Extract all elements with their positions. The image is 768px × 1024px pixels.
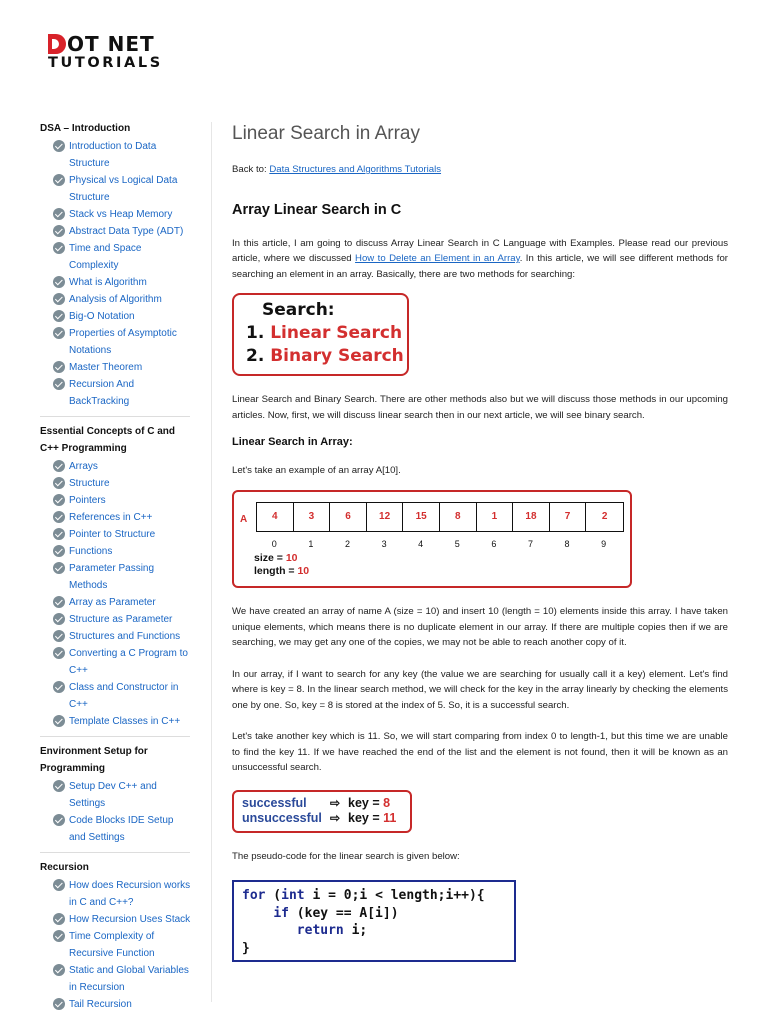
array-size — [254, 552, 309, 565]
backto-prefix: Back to: — [232, 164, 270, 175]
sidebar-item[interactable] — [40, 645, 192, 679]
paragraph-pseudocode: The pseudo-code for the linear search is given below: — [232, 850, 460, 862]
backto-link[interactable]: Data Structures and Algorithms Tutorials — [269, 164, 442, 175]
check-circle-icon — [53, 780, 65, 792]
search-figure-item-1 — [246, 322, 407, 345]
unsuccessful-key — [348, 811, 396, 826]
search-methods-figure — [232, 293, 409, 376]
paragraph-unsuccessful: Let's take another key which is 11. So, we will start comparing from index 0 to length-1, but this time we are unable to find the key 11. If we have reached the end of the list and the element is not found, then it will be known as an unsuccessful search. — [232, 731, 728, 773]
sidebar-item-link[interactable]: Structure — [69, 478, 110, 489]
sidebar-item[interactable] — [40, 594, 192, 611]
sidebar-item-link[interactable]: Recursion And BackTracking — [69, 379, 135, 407]
check-circle-icon — [53, 562, 65, 574]
check-circle-icon — [53, 460, 65, 472]
successful-key-value: 8 — [383, 795, 391, 810]
sidebar-item[interactable] — [40, 611, 192, 628]
array-cell: 8 — [440, 503, 477, 531]
sidebar-item[interactable] — [40, 223, 192, 240]
sidebar-item-link[interactable]: Master Theorem — [69, 362, 143, 373]
intro-paragraph — [232, 236, 728, 283]
check-circle-icon — [53, 361, 65, 373]
arrow-right-icon: ⇨ — [330, 810, 341, 825]
array-length — [254, 565, 309, 578]
sidebar-item-link[interactable]: Class and Constructor in C++ — [69, 682, 179, 710]
check-circle-icon — [53, 596, 65, 608]
check-circle-icon — [53, 174, 65, 186]
sidebar-item-link[interactable]: References in C++ — [69, 512, 153, 523]
array-index: 8 — [564, 539, 570, 549]
sidebar-item[interactable] — [40, 996, 192, 1013]
section-heading: Array Linear Search in C — [232, 201, 402, 218]
array-index: 4 — [418, 539, 424, 549]
sidebar-section-list — [40, 138, 192, 410]
logo-d-mark-icon — [48, 34, 66, 54]
array-index: 7 — [527, 539, 533, 549]
paragraph-methods: Linear Search and Binary Search. There are other methods also but we will discuss those methods in our upcoming articles. Now, first, we will discuss linear search then in our next article, we will see binary search. — [232, 394, 728, 421]
length-label: length = — [254, 565, 298, 577]
search-figure-item-2 — [246, 345, 407, 368]
sidebar-item-link[interactable]: Abstract Data Type (ADT) — [69, 226, 184, 237]
sidebar-item-link[interactable]: Pointers — [69, 495, 106, 506]
length-value: 10 — [297, 565, 310, 577]
sidebar-item[interactable] — [40, 325, 192, 359]
sidebar-section-list — [40, 877, 192, 1013]
array-cell: 7 — [550, 503, 587, 531]
code-text: (key == A[i]) — [288, 905, 399, 921]
check-circle-icon — [53, 378, 65, 390]
check-circle-icon — [53, 208, 65, 220]
array-index: 9 — [601, 539, 607, 549]
unsuccessful-key-value: 11 — [383, 810, 397, 825]
check-circle-icon — [53, 225, 65, 237]
check-circle-icon — [53, 681, 65, 693]
successful-key-label: key = — [348, 795, 384, 810]
sidebar-item-link[interactable]: Big-O Notation — [69, 311, 135, 322]
sidebar-item-link[interactable]: Structure as Parameter — [69, 614, 173, 625]
code-line-3 — [242, 922, 514, 940]
sidebar-item[interactable] — [40, 679, 192, 713]
arrow-right-icon: ⇨ — [330, 795, 341, 810]
sidebar-item-link[interactable]: Physical vs Logical Data Structure — [69, 175, 178, 203]
array-cells — [256, 502, 624, 532]
code-line-2 — [242, 905, 514, 923]
sidebar-item[interactable] — [40, 291, 192, 308]
sidebar-section-list — [40, 778, 192, 846]
array-diagram — [232, 490, 632, 588]
code-keyword: int — [281, 888, 305, 903]
check-circle-icon — [53, 613, 65, 625]
sidebar-item[interactable] — [40, 138, 192, 172]
check-circle-icon — [53, 913, 65, 925]
check-circle-icon — [53, 545, 65, 557]
sidebar-nav — [40, 120, 192, 1013]
code-text: i; — [343, 923, 368, 938]
search-item-1-number: 1. — [246, 323, 271, 343]
sidebar-item[interactable] — [40, 308, 192, 325]
code-text: ( — [265, 888, 282, 903]
check-circle-icon — [53, 998, 65, 1010]
sidebar-item-link[interactable]: Code Blocks IDE Setup and Settings — [69, 815, 174, 843]
sidebar-item[interactable] — [40, 509, 192, 526]
search-item-1-label: Linear Search — [270, 323, 403, 343]
sidebar-item[interactable] — [40, 475, 192, 492]
sidebar-item[interactable] — [40, 778, 192, 812]
sidebar-item-link[interactable]: Pointer to Structure — [69, 529, 156, 540]
array-index: 6 — [491, 539, 497, 549]
code-keyword: return — [296, 923, 344, 938]
sidebar-item[interactable] — [40, 928, 192, 962]
check-circle-icon — [53, 477, 65, 489]
sidebar-item[interactable] — [40, 172, 192, 206]
pseudocode-block — [232, 880, 516, 962]
array-cell: 12 — [367, 503, 404, 531]
sidebar-divider — [40, 416, 190, 417]
sidebar-section-title: DSA – Introduction — [40, 123, 131, 134]
array-cell: 1 — [477, 503, 514, 531]
check-circle-icon — [53, 511, 65, 523]
sidebar-item[interactable] — [40, 274, 192, 291]
array-indices — [256, 537, 622, 553]
sidebar-item[interactable] — [40, 526, 192, 543]
previous-article-link[interactable]: How to Delete an Element in an Array — [355, 253, 520, 264]
sidebar-item-link[interactable]: Time and Space Complexity — [69, 243, 142, 271]
sidebar-item[interactable] — [40, 877, 192, 911]
check-circle-icon — [53, 276, 65, 288]
sidebar-item[interactable] — [40, 359, 192, 376]
array-meta — [254, 552, 309, 578]
sidebar-item-link[interactable]: Analysis of Algorithm — [69, 294, 162, 305]
sidebar-item-link[interactable]: Setup Dev C++ and Settings — [69, 781, 157, 809]
search-item-2-label: Binary Search — [270, 346, 404, 366]
sidebar-section-title: Environment Setup for Programming — [40, 746, 148, 774]
check-circle-icon — [53, 630, 65, 642]
check-circle-icon — [53, 494, 65, 506]
sidebar-item-link[interactable]: Introduction to Data Structure — [69, 141, 157, 169]
sidebar-item-link[interactable]: Properties of Asymptotic Notations — [69, 328, 177, 356]
array-index: 2 — [344, 539, 350, 549]
sidebar-item-link[interactable]: Parameter Passing Methods — [69, 563, 155, 591]
breadcrumb — [232, 162, 728, 178]
array-cell: 4 — [257, 503, 294, 531]
array-cell: 6 — [330, 503, 367, 531]
search-item-2-number: 2. — [246, 346, 271, 366]
sidebar-item[interactable] — [40, 560, 192, 594]
array-name-label: A — [240, 514, 248, 525]
sidebar-item-link[interactable]: What is Algorithm — [69, 277, 147, 288]
sidebar-item-link[interactable]: Time Complexity of Recursive Function — [69, 931, 155, 959]
sidebar-item-link[interactable]: Converting a C Program to C++ — [69, 648, 188, 676]
size-value: 10 — [285, 552, 298, 564]
code-line-4: } — [242, 940, 250, 956]
array-cell: 2 — [601, 511, 608, 523]
logo-line-1 — [48, 34, 158, 54]
code-keyword: for — [242, 888, 266, 903]
successful-label: successful — [242, 795, 307, 810]
sidebar-divider — [211, 122, 212, 1002]
array-cell: 3 — [294, 503, 331, 531]
sidebar-item[interactable] — [40, 492, 192, 509]
array-index: 0 — [271, 539, 277, 549]
sidebar-item[interactable] — [40, 543, 192, 560]
search-figure-title: Search: — [262, 300, 335, 320]
size-label: size = — [254, 552, 286, 564]
array-index: 5 — [454, 539, 460, 549]
sidebar-item-link[interactable]: Template Classes in C++ — [69, 716, 181, 727]
check-circle-icon — [53, 964, 65, 976]
unsuccessful-key-label: key = — [348, 810, 384, 825]
successful-key — [348, 796, 390, 811]
sidebar-item[interactable] — [40, 376, 192, 410]
sidebar-item[interactable] — [40, 812, 192, 846]
unsuccessful-row — [242, 811, 410, 826]
paragraph-search-key: In our array, if I want to search for any key (the value we are searching for usually call it a key) element. Let's find where is key = 8. In the linear search method, we will check for the key in the array linearly by checking the elements one by one. So, key = 8 is stored at the index of 5. So, it is a successful search. — [232, 668, 728, 711]
sidebar-item[interactable] — [40, 458, 192, 475]
check-circle-icon — [53, 140, 65, 152]
code-line-1 — [242, 887, 514, 905]
intro-text-1: In this article, I am going to discuss Array Linear Search in C Language with Examples. Please read our previous article, where we discussed — [232, 237, 728, 264]
check-circle-icon — [53, 528, 65, 540]
sidebar-item-link[interactable]: Stack vs Heap Memory — [69, 209, 173, 220]
site-logo[interactable] — [48, 32, 163, 74]
sidebar-item[interactable] — [40, 628, 192, 645]
code-keyword: if — [273, 905, 289, 921]
check-circle-icon — [53, 293, 65, 305]
sidebar-item-link[interactable]: How Recursion Uses Stack — [69, 914, 191, 925]
check-circle-icon — [53, 879, 65, 891]
sidebar-item-link[interactable]: Structures and Functions — [69, 631, 181, 642]
check-circle-icon — [53, 715, 65, 727]
check-circle-icon — [53, 930, 65, 942]
sidebar-item-link[interactable]: How does Recursion works in C and C++? — [69, 880, 191, 908]
check-circle-icon — [53, 242, 65, 254]
sidebar-item-link[interactable]: Static and Global Variables in Recursion — [69, 965, 189, 993]
check-circle-icon — [53, 310, 65, 322]
logo-text-top: OT NET — [67, 32, 155, 56]
check-circle-icon — [53, 327, 65, 339]
sidebar-item-link[interactable]: Functions — [69, 546, 113, 557]
sidebar-item[interactable] — [40, 713, 192, 730]
check-circle-icon — [53, 814, 65, 826]
code-text: i = 0;i < length;i++){ — [304, 888, 485, 903]
sidebar-divider — [40, 852, 190, 853]
article — [232, 120, 728, 962]
sidebar-section-title: Recursion — [40, 862, 89, 873]
sidebar-item-link[interactable]: Tail Recursion — [69, 999, 132, 1010]
intro-text-2: . In this article, we will see different methods for searching an element in an array. Basically, there are two methods for searching: — [232, 253, 728, 280]
search-result-figure — [232, 790, 412, 833]
page-title: Linear Search in Array — [232, 123, 420, 144]
logo-text-bottom: TUTORIALS — [48, 55, 163, 71]
sidebar-item-link[interactable]: Array as Parameter — [69, 597, 156, 608]
unsuccessful-label: unsuccessful — [242, 810, 322, 825]
sidebar-section-title: Essential Concepts of C and C++ Programming — [40, 426, 176, 454]
paragraph-array-created: We have created an array of name A (size = 10) and insert 10 (length = 10) elements inside this array. I have taken unique elements, which means there is no duplicate element in our array. If there are multiple copies then if we are searching, we may get any one of the copies, we may not be able to reach another copy of it. — [232, 606, 728, 648]
sidebar-section-list — [40, 458, 192, 730]
array-index: 1 — [308, 539, 314, 549]
sidebar-item[interactable] — [40, 911, 192, 928]
subheading-linear-search: Linear Search in Array: — [232, 436, 353, 448]
paragraph-example: Let's take an example of an array A[10]. — [232, 464, 401, 476]
check-circle-icon — [53, 647, 65, 659]
successful-row — [242, 796, 410, 811]
sidebar-divider — [40, 736, 190, 737]
sidebar-item[interactable] — [40, 962, 192, 996]
sidebar-item[interactable] — [40, 206, 192, 223]
sidebar-item[interactable] — [40, 240, 192, 274]
sidebar-item-link[interactable]: Arrays — [69, 461, 98, 472]
array-cell: 15 — [403, 503, 440, 531]
array-cell: 18 — [513, 503, 550, 531]
array-index: 3 — [381, 539, 387, 549]
